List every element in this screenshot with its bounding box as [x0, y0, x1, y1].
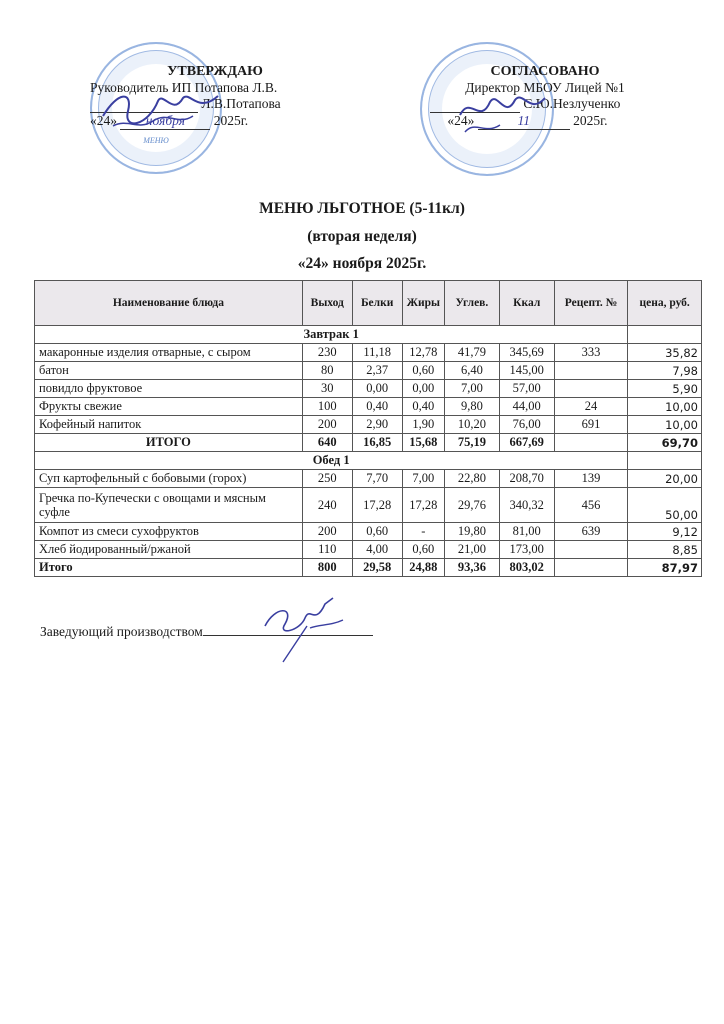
production-manager-signature-line	[40, 623, 373, 640]
dish-kcal: 173,00	[499, 541, 554, 559]
dish-price: 20,00	[628, 470, 702, 488]
dish-recipe: 456	[554, 488, 628, 523]
table-row	[35, 362, 702, 380]
document-date: «24» ноября 2025г.	[297, 255, 427, 272]
approval-date-line	[430, 113, 660, 130]
dish-price: 10,00	[628, 398, 702, 416]
dish-output: 80	[302, 362, 352, 380]
dish-carbs: 29,76	[444, 488, 499, 523]
dish-output: 30	[302, 380, 352, 398]
dish-kcal: 208,70	[499, 470, 554, 488]
dish-name: Кофейный напиток	[35, 416, 303, 434]
dish-carbs: 10,20	[444, 416, 499, 434]
total-output: 640	[302, 434, 352, 452]
approver-name: С.Ю.Незлученко	[523, 96, 621, 111]
total-output: 800	[302, 559, 352, 577]
dish-price: 8,85	[628, 541, 702, 559]
dish-output: 250	[302, 470, 352, 488]
dish-output: 240	[302, 488, 352, 523]
dish-recipe: 333	[554, 344, 628, 362]
dish-protein: 11,18	[352, 344, 402, 362]
dish-price: 35,82	[628, 344, 702, 362]
dish-kcal: 145,00	[499, 362, 554, 380]
dish-fat: 7,00	[402, 470, 444, 488]
col-header-price: цена, руб.	[628, 281, 702, 326]
dish-recipe: 639	[554, 523, 628, 541]
dish-name: Гречка по-Купечески с овощами и мясным суфле	[35, 488, 303, 523]
dish-carbs: 41,79	[444, 344, 499, 362]
total-recipe	[554, 559, 628, 577]
dish-output: 230	[302, 344, 352, 362]
dish-carbs: 7,00	[444, 380, 499, 398]
table-row	[35, 416, 702, 434]
date-month: 11	[478, 113, 570, 130]
dish-protein: 2,37	[352, 362, 402, 380]
date-month: ноября	[120, 113, 210, 130]
date-year: 2025г.	[573, 113, 608, 128]
dish-price: 7,98	[628, 362, 702, 380]
dish-carbs: 6,40	[444, 362, 499, 380]
dish-carbs: 21,00	[444, 541, 499, 559]
dish-name: батон	[35, 362, 303, 380]
section-title: Завтрак 1	[35, 326, 628, 344]
dish-price: 10,00	[628, 416, 702, 434]
approver-signature-line	[430, 96, 660, 113]
dish-kcal: 44,00	[499, 398, 554, 416]
approval-heading: СОГЛАСОВАНО	[490, 64, 600, 79]
dish-protein: 2,90	[352, 416, 402, 434]
section-row-breakfast	[35, 326, 702, 344]
total-protein: 16,85	[352, 434, 402, 452]
approval-date-line	[90, 113, 340, 130]
table-row	[35, 380, 702, 398]
total-fat: 15,68	[402, 434, 444, 452]
dish-fat: 0,60	[402, 362, 444, 380]
total-fat: 24,88	[402, 559, 444, 577]
signature-underline	[90, 96, 198, 113]
col-header-fat: Жиры	[402, 281, 444, 326]
stamp-text: МЕНЮ	[143, 136, 169, 145]
dish-protein: 17,28	[352, 488, 402, 523]
approver-signature-line	[90, 96, 340, 113]
dish-output: 200	[302, 523, 352, 541]
col-header-kcal: Ккал	[499, 281, 554, 326]
signature-underline	[430, 96, 520, 113]
dish-name: Компот из смеси сухофруктов	[35, 523, 303, 541]
col-header-output: Выход	[302, 281, 352, 326]
total-row-lunch	[35, 559, 702, 577]
dish-protein: 4,00	[352, 541, 402, 559]
dish-price: 50,00	[628, 488, 702, 523]
table-row	[35, 523, 702, 541]
dish-recipe: 24	[554, 398, 628, 416]
table-row	[35, 541, 702, 559]
total-kcal: 667,69	[499, 434, 554, 452]
col-header-protein: Белки	[352, 281, 402, 326]
section-row-lunch	[35, 452, 702, 470]
dish-output: 100	[302, 398, 352, 416]
dish-fat: 0,60	[402, 541, 444, 559]
dish-kcal: 345,69	[499, 344, 554, 362]
total-recipe	[554, 434, 628, 452]
dish-protein: 0,40	[352, 398, 402, 416]
total-kcal: 803,02	[499, 559, 554, 577]
table-header-row	[35, 281, 702, 326]
total-price: 69,70	[628, 434, 702, 452]
menu-table	[34, 280, 702, 577]
dish-fat: 12,78	[402, 344, 444, 362]
approver-position: Руководитель ИП Потапова Л.В.	[90, 80, 278, 95]
dish-carbs: 19,80	[444, 523, 499, 541]
dish-output: 110	[302, 541, 352, 559]
approval-block-right	[430, 64, 660, 130]
document-subtitle-week: (вторая неделя)	[307, 228, 417, 245]
dish-name: Фрукты свежие	[35, 398, 303, 416]
col-header-name: Наименование блюда	[35, 281, 303, 326]
dish-kcal: 76,00	[499, 416, 554, 434]
dish-protein: 0,00	[352, 380, 402, 398]
production-manager-label: Заведующий производством	[40, 624, 203, 639]
col-header-recipe: Рецепт. №	[554, 281, 628, 326]
total-label: ИТОГО	[35, 434, 303, 452]
signature-underline	[203, 623, 373, 636]
dish-carbs: 9,80	[444, 398, 499, 416]
dish-fat: 17,28	[402, 488, 444, 523]
approval-heading: УТВЕРЖДАЮ	[167, 64, 263, 79]
table-row	[35, 344, 702, 362]
dish-output: 200	[302, 416, 352, 434]
dish-fat: 1,90	[402, 416, 444, 434]
dish-protein: 0,60	[352, 523, 402, 541]
total-carbs: 75,19	[444, 434, 499, 452]
date-year: 2025г.	[213, 113, 249, 128]
dish-name: макаронные изделия отварные, с сыром	[35, 344, 303, 362]
total-carbs: 93,36	[444, 559, 499, 577]
dish-fat: -	[402, 523, 444, 541]
table-row	[35, 488, 702, 523]
table-row	[35, 470, 702, 488]
dish-name: Хлеб йодированный/ржаной	[35, 541, 303, 559]
dish-protein: 7,70	[352, 470, 402, 488]
total-protein: 29,58	[352, 559, 402, 577]
approver-position: Директор МБОУ Лицей №1	[465, 80, 625, 95]
dish-kcal: 81,00	[499, 523, 554, 541]
dish-carbs: 22,80	[444, 470, 499, 488]
dish-recipe: 691	[554, 416, 628, 434]
dish-price: 5,90	[628, 380, 702, 398]
dish-fat: 0,40	[402, 398, 444, 416]
date-day: «24»	[447, 113, 475, 128]
dish-recipe	[554, 541, 628, 559]
dish-name: Суп картофельный с бобовыми (горох)	[35, 470, 303, 488]
document-title: МЕНЮ ЛЬГОТНОЕ (5-11кл)	[259, 200, 465, 217]
dish-name: повидло фруктовое	[35, 380, 303, 398]
approver-name: Л.В.Потапова	[201, 96, 281, 111]
dish-price: 9,12	[628, 523, 702, 541]
dish-recipe	[554, 380, 628, 398]
total-label: Итого	[35, 559, 303, 577]
approval-block-left	[90, 64, 340, 130]
table-row	[35, 398, 702, 416]
dish-recipe	[554, 362, 628, 380]
total-row-breakfast	[35, 434, 702, 452]
total-price: 87,97	[628, 559, 702, 577]
dish-recipe: 139	[554, 470, 628, 488]
section-title: Обед 1	[35, 452, 628, 470]
date-day: «24»	[90, 113, 117, 128]
dish-kcal: 57,00	[499, 380, 554, 398]
dish-fat: 0,00	[402, 380, 444, 398]
dish-kcal: 340,32	[499, 488, 554, 523]
col-header-carbs: Углев.	[444, 281, 499, 326]
